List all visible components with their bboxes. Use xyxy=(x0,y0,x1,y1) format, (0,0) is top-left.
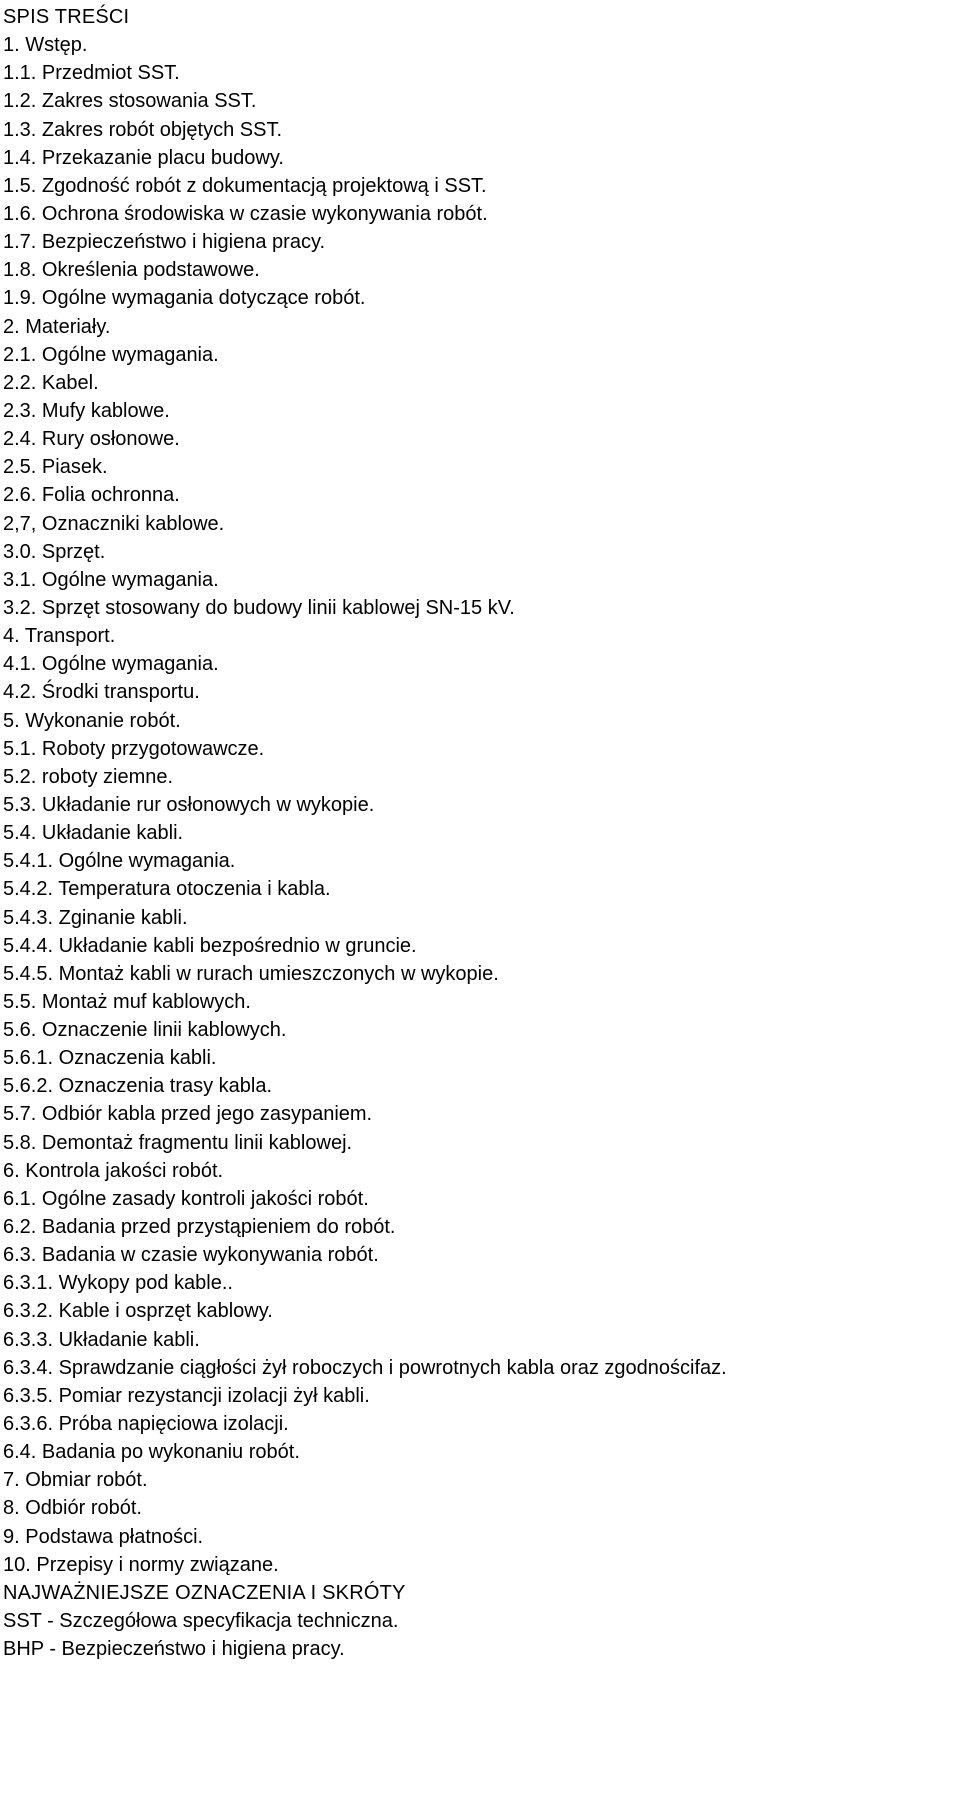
toc-entry: 2.4. Rury osłonowe. xyxy=(3,428,180,451)
toc-entry: 1.5. Zgodność robót z dokumentacją projektową i SST. xyxy=(3,174,487,197)
toc-entry: 7. Obmiar robót. xyxy=(3,1469,148,1492)
toc-entry: 2.6. Folia ochronna. xyxy=(3,484,180,507)
toc-entry: 2.3. Mufy kablowe. xyxy=(3,399,170,422)
toc-entry: 6.3. Badania w czasie wykonywania robót. xyxy=(3,1244,379,1267)
toc-entry: 6.4. Badania po wykonaniu robót. xyxy=(3,1441,300,1464)
toc-entry: 5.4.3. Zginanie kabli. xyxy=(3,906,188,929)
toc-entry: 4. Transport. xyxy=(3,625,116,648)
toc-entry: 6.3.5. Pomiar rezystancji izolacji żył kabli. xyxy=(3,1384,370,1407)
toc-entry: 6. Kontrola jakości robót. xyxy=(3,1159,224,1182)
toc-entry: 1. Wstęp. xyxy=(3,34,88,57)
toc-entry: 6.3.3. Układanie kabli. xyxy=(3,1328,200,1351)
toc-entry: 1.4. Przekazanie placu budowy. xyxy=(3,146,284,169)
toc-entry: 2.1. Ogólne wymagania. xyxy=(3,343,219,366)
toc-entry: 6.3.4. Sprawdzanie ciągłości żył roboczych i powrotnych kabla oraz zgodnościfaz. xyxy=(3,1356,727,1379)
toc-entry: 3.2. Sprzęt stosowany do budowy linii kablowej SN-15 kV. xyxy=(3,596,515,619)
toc-entry: 10. Przepisy i normy związane. xyxy=(3,1553,279,1576)
toc-entry: 1.8. Określenia podstawowe. xyxy=(3,259,260,282)
toc-entry: 5.4.4. Układanie kabli bezpośrednio w gruncie. xyxy=(3,934,417,957)
toc-entry: 5.7. Odbiór kabla przed jego zasypaniem. xyxy=(3,1103,373,1126)
toc-entry: 5. Wykonanie robót. xyxy=(3,709,181,732)
toc-entry: 5.6.2. Oznaczenia trasy kabla. xyxy=(3,1075,273,1098)
toc-entry: 4.2. Środki transportu. xyxy=(3,681,200,704)
toc-entry: 5.3. Układanie rur osłonowych w wykopie. xyxy=(3,793,375,816)
toc-entry: 5.4.5. Montaż kabli w rurach umieszczonych w wykopie. xyxy=(3,962,499,985)
toc-entry: 1.9. Ogólne wymagania dotyczące robót. xyxy=(3,287,366,310)
toc-title: SPIS TREŚCI xyxy=(3,6,130,28)
toc-entry: 6.3.1. Wykopy pod kable.. xyxy=(3,1272,233,1295)
toc-entry: 1.7. Bezpieczeństwo i higiena pracy. xyxy=(3,231,326,254)
toc-entry: 6.2. Badania przed przystąpieniem do robót. xyxy=(3,1216,396,1239)
toc-entry: 5.6. Oznaczenie linii kablowych. xyxy=(3,1019,287,1042)
toc-entry: 2,7, Oznaczniki kablowe. xyxy=(3,512,225,535)
toc-entry: 8. Odbiór robót. xyxy=(3,1497,142,1520)
abbreviations-title: NAJWAŻNIEJSZE OZNACZENIA I SKRÓTY xyxy=(3,1581,406,1604)
toc-entry: 9. Podstawa płatności. xyxy=(3,1525,204,1548)
toc-entry: 3.0. Sprzęt. xyxy=(3,540,106,563)
toc-entry: 1.3. Zakres robót objętych SST. xyxy=(3,118,283,141)
toc-entry: 2.5. Piasek. xyxy=(3,456,108,479)
toc-entry: 2.2. Kabel. xyxy=(3,371,99,394)
toc-entry: 1.1. Przedmiot SST. xyxy=(3,62,180,85)
toc-entry: 3.1. Ogólne wymagania. xyxy=(3,568,219,591)
toc-entry: 2. Materiały. xyxy=(3,315,111,338)
toc-entry: 6.1. Ogólne zasady kontroli jakości robót. xyxy=(3,1187,369,1210)
toc-entry: 5.6.1. Oznaczenia kabli. xyxy=(3,1047,217,1070)
toc-entry: 5.1. Roboty przygotowawcze. xyxy=(3,737,265,760)
abbreviations-list xyxy=(3,1607,957,1663)
toc-entry: 4.1. Ogólne wymagania. xyxy=(3,653,219,676)
toc-entry: 1.6. Ochrona środowiska w czasie wykonywania robót. xyxy=(3,202,488,225)
abbreviation-entry: SST - Szczegółowa specyfikacja techniczna. xyxy=(3,1610,399,1633)
toc-entry: 5.8. Demontaż fragmentu linii kablowej. xyxy=(3,1131,353,1154)
toc-entry: 6.3.6. Próba napięciowa izolacji. xyxy=(3,1413,289,1436)
toc-entry: 6.3.2. Kable i osprzęt kablowy. xyxy=(3,1300,273,1323)
toc-entry: 5.4. Układanie kabli. xyxy=(3,822,184,845)
toc-list xyxy=(3,31,957,1579)
toc-entry: 5.4.2. Temperatura otoczenia i kabla. xyxy=(3,878,331,901)
abbreviation-entry: BHP - Bezpieczeństwo i higiena pracy. xyxy=(3,1638,345,1661)
toc-entry: 5.4.1. Ogólne wymagania. xyxy=(3,850,236,873)
document-page xyxy=(3,3,957,1663)
toc-entry: 1.2. Zakres stosowania SST. xyxy=(3,90,257,113)
toc-entry: 5.2. roboty ziemne. xyxy=(3,765,174,788)
toc-entry: 5.5. Montaż muf kablowych. xyxy=(3,990,251,1013)
